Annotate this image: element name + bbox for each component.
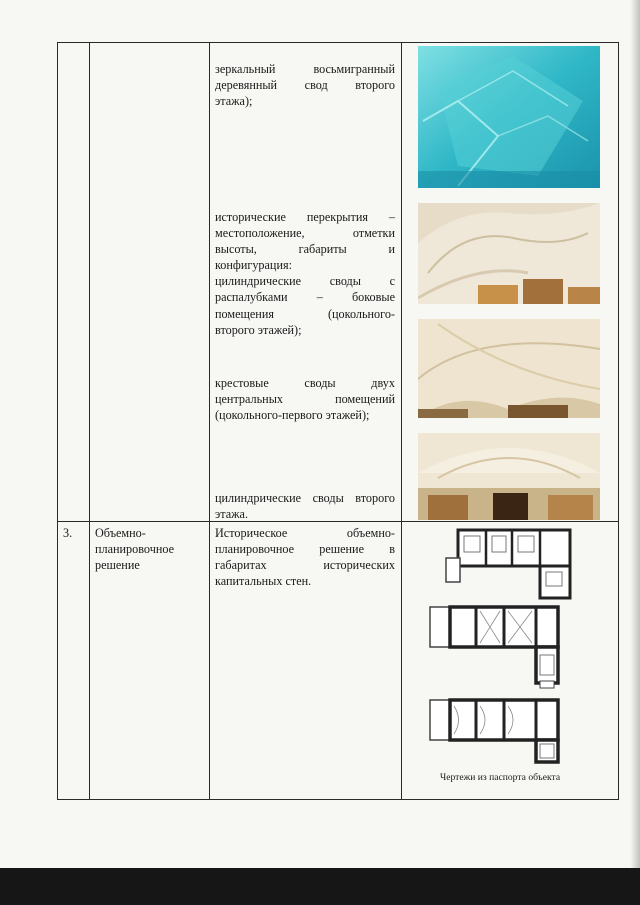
floor-plan-2	[428, 605, 563, 689]
row-description: Историческое объемно- планировочное решение в габаритах исторических капитальных стен.	[215, 526, 395, 589]
second-floor-vaults-photo	[418, 433, 600, 520]
scan-edge-shadow	[630, 0, 640, 868]
column-divider	[89, 42, 90, 800]
vault-description-2: исторические перекрытия – местоположение, отметки высоты, габариты и конфигурация: цилиндрические своды с распалубками – боковые помещения (цокольного- второго этажей);	[215, 210, 395, 337]
table-top-border	[57, 42, 619, 43]
row-number: 3.	[63, 526, 73, 540]
floor-plan-1	[444, 528, 574, 600]
table-right-border	[618, 42, 619, 800]
mirror-vault-photo	[418, 46, 600, 188]
row-name: Объемно- планировочное решение	[95, 526, 174, 573]
floor-plan-3	[428, 698, 563, 764]
cylindrical-vaults-photo	[418, 203, 600, 304]
column-divider	[209, 42, 210, 800]
column-divider	[401, 42, 402, 800]
scan-bottom-edge	[0, 868, 640, 905]
cross-vaults-photo	[418, 319, 600, 418]
vault-description-4: цилиндрические своды второго этажа.	[215, 491, 395, 522]
vault-description-3: крестовые своды двух центральных помещений (цокольного-первого этажей);	[215, 376, 395, 423]
table-bottom-border	[57, 799, 619, 800]
drawings-caption: Чертежи из паспорта объекта	[440, 772, 561, 783]
table-left-border	[57, 42, 58, 800]
vault-description-1: зеркальный восьмигранный деревянный свод второго этажа);	[215, 62, 395, 109]
